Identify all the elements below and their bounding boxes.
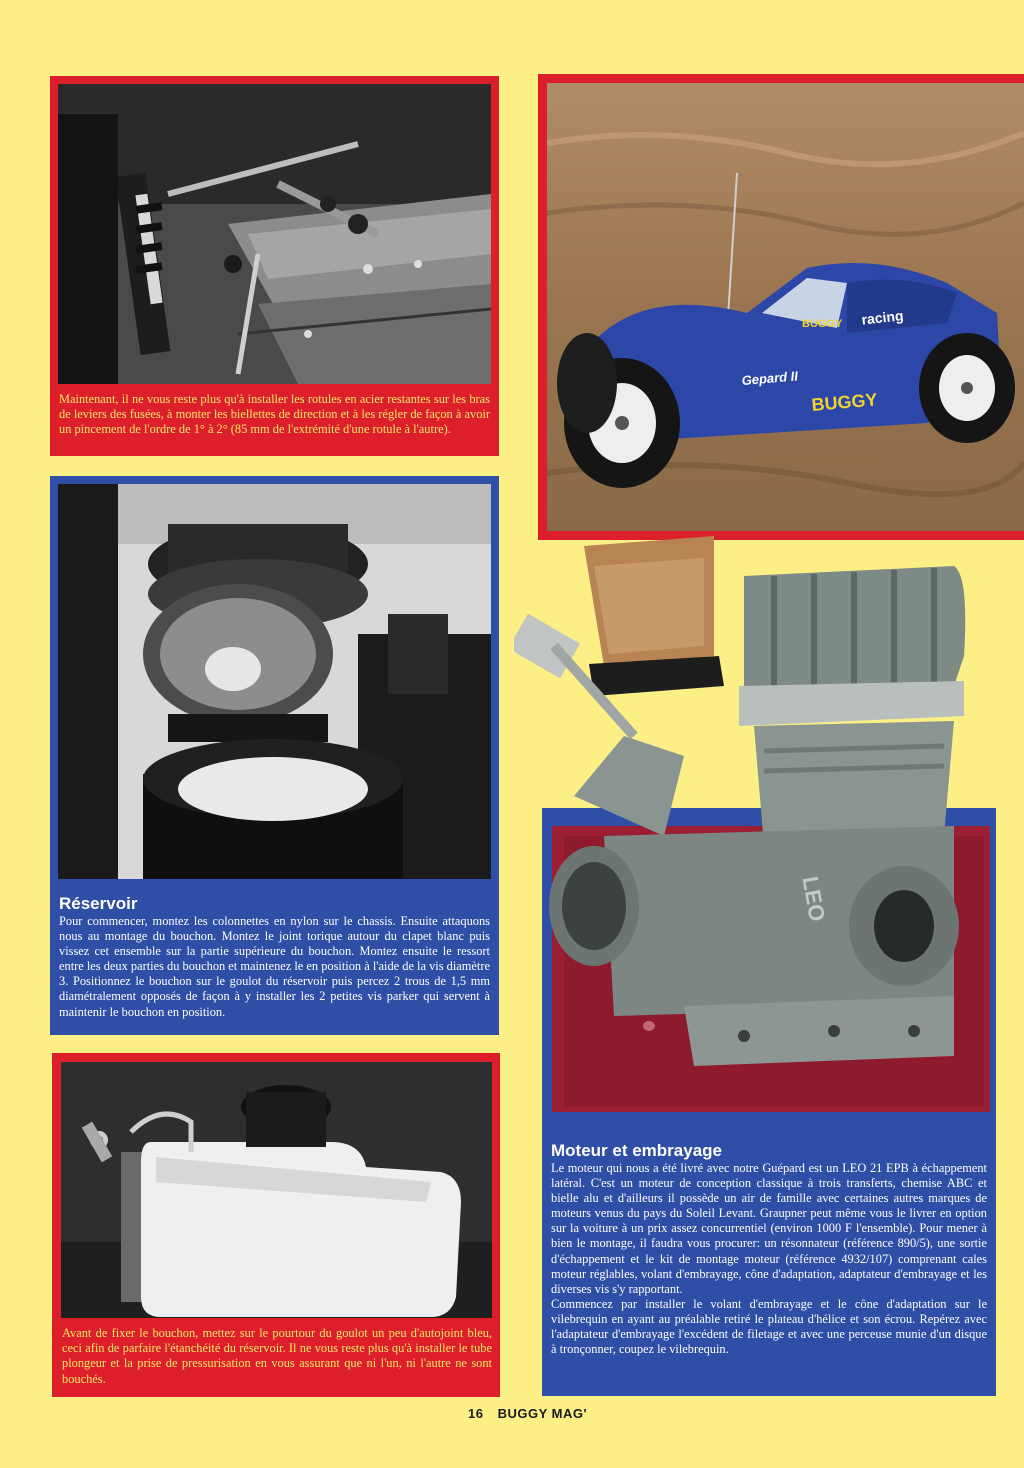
car-photo bbox=[547, 83, 1024, 531]
moteur-title: Moteur et embrayage bbox=[551, 1141, 722, 1160]
moteur-paragraph-1: Le moteur qui nous a été livré avec notre Guépard est un LEO 21 EPB à échappement latéral. C'est un moteur de conception classique à trois transferts, chemise ABC et bielle alu et d'ailleurs il possède un air de famille avec certaines autres marques de moteurs venus du pays du Soleil Levant. Graupner peut même vous le livrer en option sur la voiture à un prix assez concurrentiel (environ 1000 F l'ensemble). Pour mener à bien le montage, il faudra vous procurer: un résonnateur (référence 890/5), une sortie d'échappement et le kit de montage moteur (référence 4932/107) comprenant cales moteur réglables, volant d'embrayage, cône d'adaptation, adaptateur d'embrayage et les diverses vis s'y rapportant. bbox=[551, 1161, 987, 1296]
moteur-paragraph-2: Commencez par installer le volant d'embrayage et le cône d'adaptation sur le vilebrequin en ayant au préalable retiré le plateau d'hélice et son écrou. Repérez avec l'adaptateur d'embrayage l'excédent de filetage et avec une perceuse munie d'un disque à tronçonner, coupez le vilebrequin. bbox=[551, 1296, 987, 1357]
page-footer bbox=[468, 1406, 587, 1421]
tank-caption: Avant de fixer le bouchon, mettez sur le pourtour du goulot un peu d'autojoint bleu, ceci afin de parfaire l'étanchéité du réservoir. Il ne vous reste plus qu'à installer le tube plongeur et la prise de pressurisation en vous assurant que ni l'un, ni l'autre ne sont bouchés. bbox=[62, 1326, 492, 1386]
engine-marking: LEO bbox=[797, 874, 830, 924]
tank-panel bbox=[52, 1053, 500, 1397]
magazine-name: BUGGY MAG' bbox=[497, 1406, 588, 1421]
steering-caption: Maintenant, il ne vous reste plus qu'à installer les rotules en acier restantes sur les bras de leviers des fusées, à monter les biellettes de direction et à les régler de façon à avoir un pincement de l'ordre de 1° à 2° (85 mm de l'extrémité d'une rotule à l'autre). bbox=[59, 392, 490, 437]
reservoir-photo bbox=[58, 484, 491, 879]
reservoir-title: Réservoir bbox=[59, 894, 138, 913]
reservoir-text-block bbox=[59, 894, 490, 1020]
steering-photo bbox=[58, 84, 491, 384]
car-photo-panel bbox=[538, 74, 1024, 540]
reservoir-panel bbox=[50, 476, 499, 1035]
reservoir-text: Pour commencer, montez les colonnettes en nylon sur le chassis. Ensuite attaquons nous au montage du bouchon. Montez le joint torique autour du clapet blanc puis vissez cet ensemble sur la partie supérieure du bouchon. Montez ensuite le ressort entre les deux parties du bouchon et maintenez le en position à l'aide de la vis diamètre 3. Positionnez le bouchon sur le goulot du réservoir puis percez 2 trous de 1,5 mm diamétralement opposés de façon à y installer les 2 petites vis parker qui servent à maintenir le bouchon en position. bbox=[59, 914, 490, 1019]
car-decal-brand: BUGGY bbox=[810, 389, 879, 416]
car-decal-model: Gepard II bbox=[741, 368, 799, 389]
car-decal-team: racing bbox=[860, 307, 905, 328]
steering-panel bbox=[50, 76, 499, 456]
car-decal-brand-small: BUGGY bbox=[802, 318, 843, 330]
engine-photo bbox=[514, 536, 990, 1112]
moteur-text-block bbox=[551, 1141, 987, 1357]
page-number: 16 bbox=[468, 1406, 484, 1421]
tank-photo bbox=[61, 1062, 492, 1318]
